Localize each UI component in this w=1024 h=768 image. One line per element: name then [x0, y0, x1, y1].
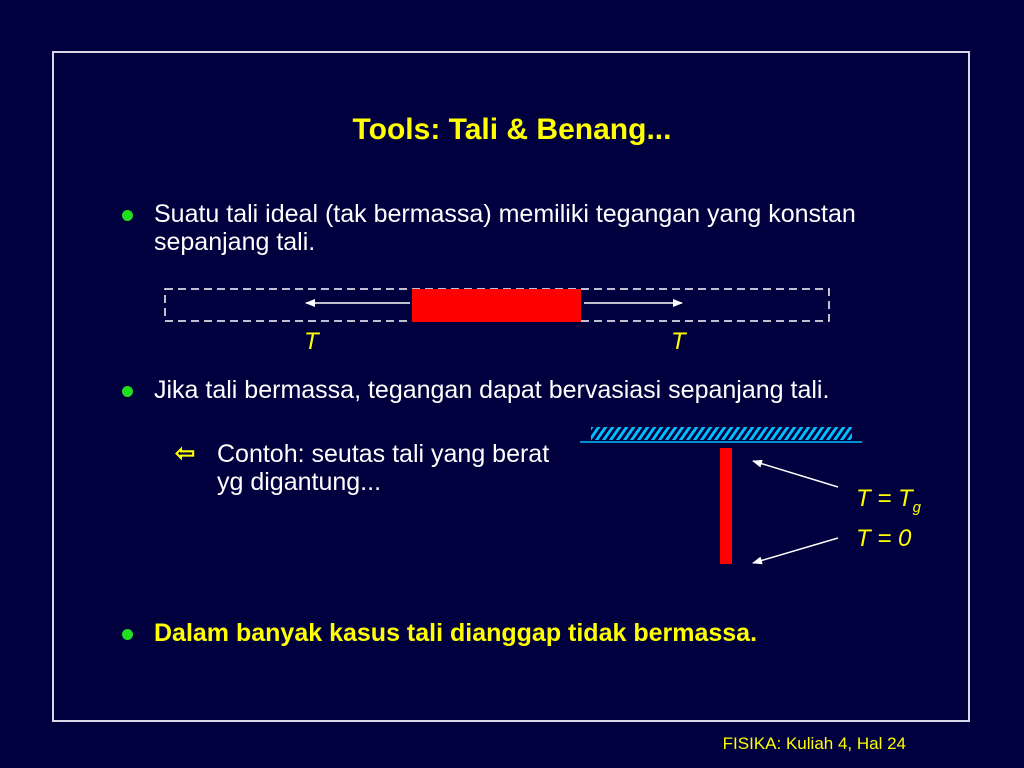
pointer-arrow-bottom: [753, 538, 838, 563]
tension-label-left: T: [304, 328, 319, 355]
slide-title: Tools: Tali & Benang...: [352, 113, 672, 146]
bullet-massive-rope: [118, 376, 898, 404]
pointer-arrow-top: [753, 461, 838, 487]
bullet-text: Jika tali bermassa, tegangan dapat bervasiasi sepanjang tali.: [154, 376, 830, 404]
bullet-dot-icon: [118, 376, 154, 404]
arrow-left-icon: ⇦: [175, 440, 196, 467]
tension-top-subscript: g: [912, 498, 922, 516]
sub-bullet-example: [175, 440, 555, 496]
bullet-massless-assumption: [118, 619, 898, 647]
hanging-rope: [720, 448, 732, 564]
tension-top-label: [856, 485, 921, 516]
tension-top-main: T = T: [856, 485, 913, 512]
bullet-dot-icon: [118, 619, 154, 647]
sub-bullet-text: Contoh: seutas tali yang berat yg digantung...: [217, 440, 550, 496]
tension-bottom-label: T = 0: [856, 525, 912, 552]
slide-footer: FISIKA: Kuliah 4, Hal 24: [722, 734, 906, 753]
mass-block: [412, 289, 581, 322]
ceiling-hatch: [591, 427, 852, 440]
tension-label-right: T: [671, 328, 686, 355]
bullet-text: Suatu tali ideal (tak bermassa) memiliki tegangan yang konstan sepanjang tali.: [154, 200, 856, 256]
bullet-text: Dalam banyak kasus tali dianggap tidak bermassa.: [154, 619, 758, 647]
